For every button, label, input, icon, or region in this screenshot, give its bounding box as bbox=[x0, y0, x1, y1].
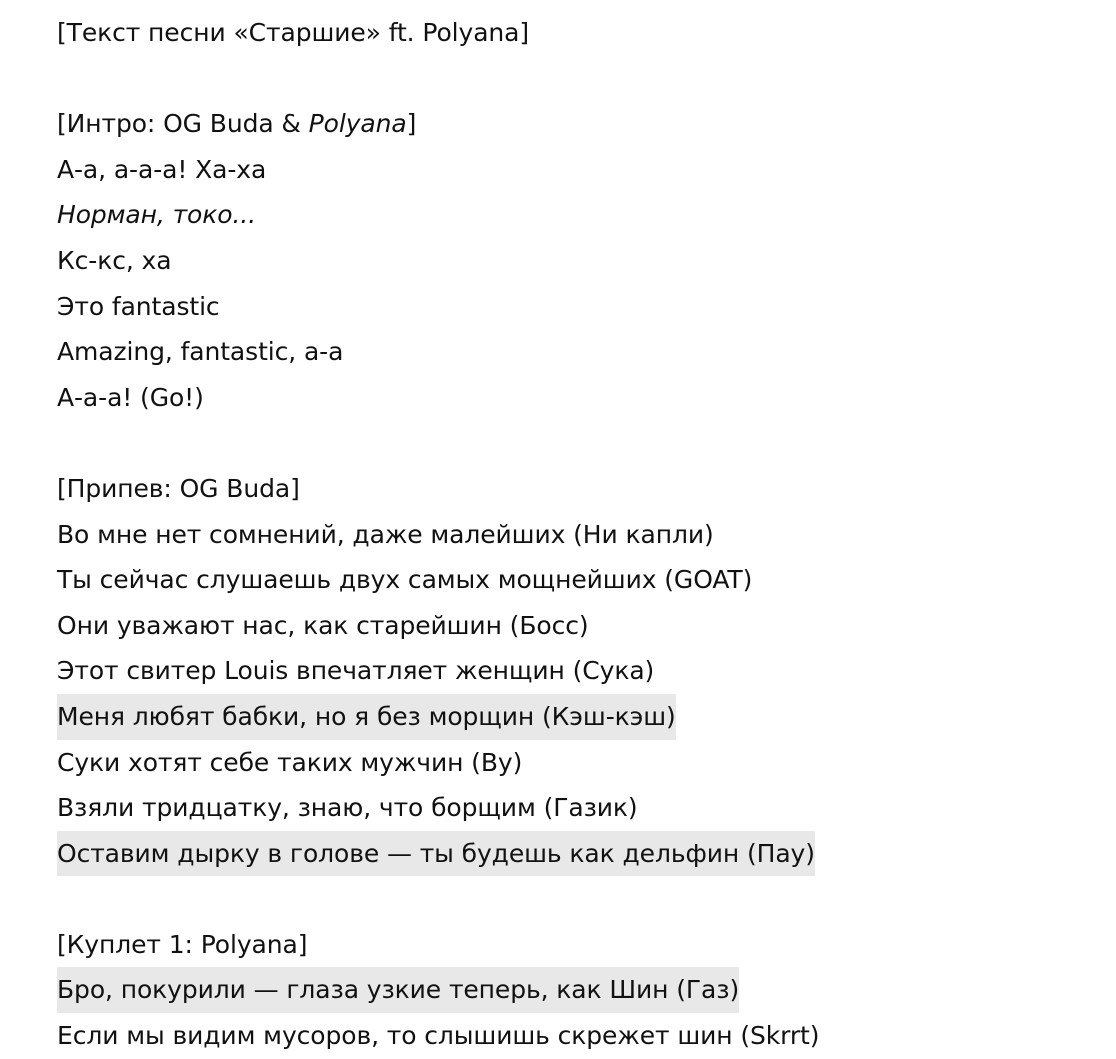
lyrics-header bbox=[57, 10, 1097, 56]
lyric-line-text: Суки хотят себе таких мужчин (Ву) bbox=[57, 747, 523, 777]
lyric-line[interactable] bbox=[57, 238, 1097, 284]
verse1-tag[interactable] bbox=[57, 922, 1097, 968]
lyric-line[interactable] bbox=[57, 785, 1097, 831]
lyrics-body bbox=[57, 10, 1097, 1059]
lyric-line-text: Этот свитер Louis впечатляет женщин (Сука) bbox=[57, 656, 655, 686]
lyric-line-text: Кс-кс, ха bbox=[57, 245, 172, 275]
intro-tag-italic: Polyana bbox=[308, 109, 407, 139]
verse1-tag-text: [Куплет 1: Polyana] bbox=[57, 929, 308, 959]
lyric-line-text: А-а, а-а-а! Ха-ха bbox=[57, 154, 267, 184]
lyric-line[interactable] bbox=[57, 329, 1097, 375]
lyric-line-text: Оставим дырку в голове — ты будешь как дельфин (Пау) bbox=[57, 831, 815, 877]
lyric-line-text: Ты сейчас слушаешь двух самых мощнейших (GOAT) bbox=[57, 565, 753, 595]
intro-tag-prefix: [Интро: OG Buda & bbox=[57, 109, 309, 139]
lyric-line[interactable] bbox=[57, 284, 1097, 330]
lyric-line-text: А-а-а! (Go!) bbox=[57, 382, 204, 412]
lyric-line-text: Бро, покурили — глаза узкие теперь, как Шин (Газ) bbox=[57, 967, 739, 1013]
chorus-tag-text: [Припев: OG Buda] bbox=[57, 473, 300, 503]
lyric-line[interactable] bbox=[57, 147, 1097, 193]
lyric-line-text: Взяли тридцатку, знаю, что борщим (Газик) bbox=[57, 793, 638, 823]
stanza-gap bbox=[57, 56, 1097, 102]
lyric-line[interactable] bbox=[57, 557, 1097, 603]
intro-tag-suffix: ] bbox=[406, 109, 417, 139]
lyric-line-annotated[interactable] bbox=[57, 831, 1097, 877]
lyrics-header-text: [Текст песни «Старшие» ft. Polyana] bbox=[57, 18, 530, 47]
lyric-line[interactable] bbox=[57, 740, 1097, 786]
lyric-line-text: Во мне нет сомнений, даже малейших (Ни капли) bbox=[57, 519, 714, 549]
lyric-line-text: Это fantastic bbox=[57, 291, 220, 321]
lyric-line[interactable] bbox=[57, 192, 1097, 238]
chorus-tag[interactable] bbox=[57, 466, 1097, 512]
lyric-line-text: Меня любят бабки, но я без морщин (Кэш-кэш) bbox=[57, 694, 676, 740]
lyric-line-text: Они уважают нас, как старейшин (Босс) bbox=[57, 610, 589, 640]
lyric-line[interactable] bbox=[57, 648, 1097, 694]
stanza-gap bbox=[57, 876, 1097, 922]
lyric-line-annotated[interactable] bbox=[57, 694, 1097, 740]
stanza-gap bbox=[57, 420, 1097, 466]
intro-tag-text bbox=[57, 101, 416, 147]
lyric-line-text: Норман, токо... bbox=[57, 200, 256, 230]
lyric-line[interactable] bbox=[57, 375, 1097, 421]
lyric-line-text: Amazing, fantastic, а-а bbox=[57, 337, 344, 367]
lyric-line-text: Если мы видим мусоров, то слышишь скрежет шин (Skrrt) bbox=[57, 1021, 820, 1051]
lyric-line-annotated[interactable] bbox=[57, 967, 1097, 1013]
lyric-line[interactable] bbox=[57, 512, 1097, 558]
intro-tag[interactable] bbox=[57, 101, 1097, 147]
lyric-line[interactable] bbox=[57, 1013, 1097, 1059]
lyric-line[interactable] bbox=[57, 603, 1097, 649]
